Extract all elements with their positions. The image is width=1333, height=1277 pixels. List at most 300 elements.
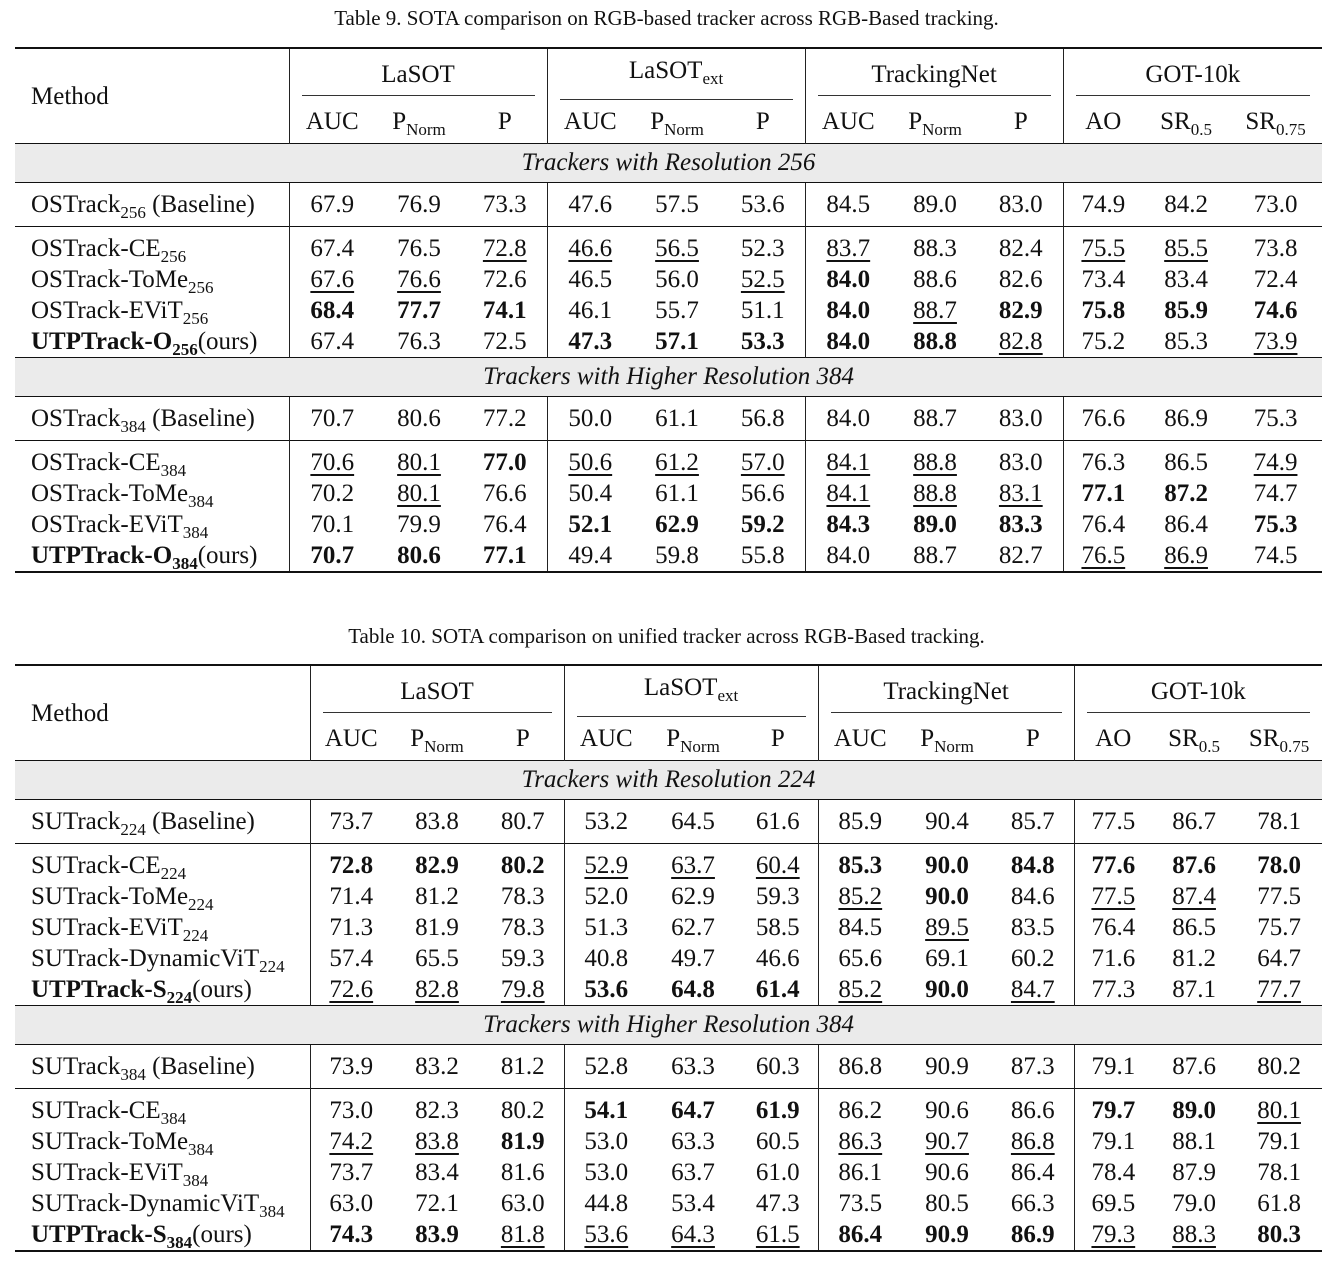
metric-cell: 53.6 — [584, 976, 629, 1003]
metric-cell: 73.7 — [329, 1159, 374, 1186]
metric-cell: 84.0 — [826, 266, 871, 293]
metric-cell: 86.4 — [818, 1219, 902, 1251]
metric-cell: 88.7 — [913, 297, 957, 324]
metric-cell: 86.1 — [838, 1159, 883, 1186]
metric-cell: 82.9 — [979, 295, 1063, 326]
metric-cell: 83.0 — [979, 447, 1063, 478]
metric-cell: 82.8 — [415, 976, 459, 1003]
column-header-metric: AO — [1085, 108, 1122, 135]
column-header-metric: $P_{Norm}$ — [666, 725, 720, 756]
column-header-metric: P — [721, 100, 805, 144]
metric-cell: 84.0 — [805, 540, 891, 572]
metric-cell: 90.0 — [925, 852, 969, 879]
baseline-row — [15, 806, 1322, 837]
table-row — [15, 881, 1322, 912]
metric-cell: 56.0 — [655, 266, 699, 293]
metric-cell: 77.3 — [1091, 976, 1136, 1003]
table-row — [15, 1219, 1322, 1251]
metric-cell: 75.5 — [1081, 235, 1126, 262]
section-header-row — [15, 358, 1322, 397]
metric-cell: 75.7 — [1257, 914, 1301, 941]
metric-cell: 80.5 — [925, 1190, 969, 1217]
table-row — [15, 850, 1322, 881]
metric-cell: 88.8 — [913, 449, 957, 476]
metric-cell: 84.0 — [826, 405, 871, 432]
metric-cell: 74.9 — [1253, 449, 1298, 476]
metric-cell: 56.8 — [721, 403, 805, 434]
metric-cell: 86.8 — [838, 1053, 883, 1080]
column-header-metric: $SR_{0.75}$ — [1248, 725, 1310, 756]
metric-cell: 83.5 — [992, 912, 1074, 943]
metric-cell: 61.4 — [738, 974, 818, 1006]
table-row — [15, 1188, 1322, 1219]
baseline-row — [15, 1051, 1322, 1082]
metric-cell: 68.4 — [310, 297, 355, 324]
metric-cell: 81.9 — [482, 1126, 564, 1157]
metric-cell: 86.9 — [1164, 405, 1208, 432]
metric-cell: 81.2 — [1172, 945, 1216, 972]
table-body — [15, 665, 1322, 1251]
metric-cell: 81.2 — [482, 1051, 564, 1082]
metric-cell: 83.4 — [415, 1159, 459, 1186]
column-header-metric: P — [979, 100, 1063, 144]
table-row — [15, 295, 1322, 326]
metric-cell: 78.3 — [482, 881, 564, 912]
metric-cell: 50.0 — [568, 405, 613, 432]
metric-cell: 80.2 — [482, 1095, 564, 1126]
metric-cell: 46.5 — [568, 266, 613, 293]
metric-cell: 76.6 — [397, 266, 441, 293]
metric-cell: 85.2 — [838, 883, 883, 910]
method-name: OSTrack-$CE_{384}$ — [15, 447, 289, 478]
table-10 — [15, 664, 1322, 1252]
metric-cell: 53.0 — [584, 1128, 629, 1155]
method-name: SUTrack-DynamicViT$_{224}$ — [15, 943, 310, 974]
method-name: OSTrack-ToMe$_{256}$ — [15, 264, 289, 295]
metric-cell: 83.0 — [979, 189, 1063, 220]
metric-cell: 63.7 — [671, 1159, 715, 1186]
metric-cell: 79.1 — [1257, 1128, 1301, 1155]
column-group-header: LaSOT$_{ext}$ — [547, 48, 805, 100]
table-row — [15, 1095, 1322, 1126]
table-row — [15, 264, 1322, 295]
metric-cell: 80.7 — [482, 806, 564, 837]
section-title: Trackers with Higher Resolution 384 — [15, 1006, 1322, 1045]
method-name: OSTrack$_{384}$ (Baseline) — [15, 403, 289, 434]
metric-cell: 81.2 — [415, 883, 459, 910]
metric-cell: 73.4 — [1081, 266, 1126, 293]
metric-cell: 67.9 — [310, 191, 355, 218]
metric-cell: 52.9 — [584, 852, 629, 879]
metric-cell: 65.6 — [838, 945, 883, 972]
metric-cell: 58.5 — [738, 912, 818, 943]
metric-cell: 74.2 — [329, 1128, 374, 1155]
metric-cell: 61.9 — [738, 1095, 818, 1126]
metric-cell: 86.5 — [1172, 914, 1216, 941]
metric-cell: 70.7 — [289, 540, 375, 572]
metric-cell: 90.4 — [925, 808, 969, 835]
metric-cell: 79.9 — [397, 511, 441, 538]
metric-cell: 81.9 — [415, 914, 459, 941]
metric-cell: 72.6 — [329, 976, 374, 1003]
metric-cell: 76.4 — [1091, 914, 1136, 941]
metric-cell: 60.2 — [992, 943, 1074, 974]
metric-cell: 73.3 — [463, 189, 547, 220]
metric-cell: 52.0 — [584, 883, 629, 910]
metric-cell: 63.7 — [671, 852, 715, 879]
metric-cell: 75.3 — [1253, 405, 1298, 432]
table-row — [15, 478, 1322, 509]
metric-cell: 71.6 — [1091, 945, 1136, 972]
metric-cell: 67.6 — [310, 266, 355, 293]
column-header-metric: $P_{Norm}$ — [908, 108, 962, 139]
metric-cell: 86.3 — [838, 1128, 883, 1155]
metric-cell: 55.7 — [655, 297, 699, 324]
metric-cell: 87.6 — [1172, 852, 1216, 879]
metric-cell: 84.3 — [826, 511, 871, 538]
metric-cell: 88.1 — [1172, 1128, 1216, 1155]
metric-cell: 88.8 — [913, 328, 957, 355]
metric-cell: 56.5 — [655, 235, 699, 262]
metric-cell: 85.9 — [838, 808, 883, 835]
table-row — [15, 1126, 1322, 1157]
metric-cell: 67.4 — [310, 235, 355, 262]
metric-cell: 86.2 — [838, 1097, 883, 1124]
section-header-row — [15, 761, 1322, 800]
metric-cell: 73.7 — [329, 808, 374, 835]
method-name: SUTrack-DynamicViT$_{384}$ — [15, 1188, 310, 1219]
metric-cell: 84.5 — [838, 914, 883, 941]
metric-cell: 83.4 — [1164, 266, 1208, 293]
column-group-header: TrackingNet — [818, 665, 1074, 717]
column-header-metric: $P_{Norm}$ — [410, 725, 464, 756]
metric-cell: 87.1 — [1172, 976, 1216, 1003]
metric-cell: 86.5 — [1164, 449, 1208, 476]
metric-cell: 72.5 — [463, 326, 547, 358]
metric-cell: 77.5 — [1091, 808, 1136, 835]
method-name: SUTrack-$CE_{384}$ — [15, 1095, 310, 1126]
metric-cell: 53.3 — [721, 326, 805, 358]
table-row — [15, 912, 1322, 943]
method-name: SUTrack-EViT$_{384}$ — [15, 1157, 310, 1188]
metric-cell: 52.5 — [721, 264, 805, 295]
metric-cell: 87.6 — [1172, 1053, 1216, 1080]
table-row — [15, 326, 1322, 358]
metric-cell: 72.8 — [463, 233, 547, 264]
metric-cell: 52.8 — [584, 1053, 629, 1080]
table-row — [15, 943, 1322, 974]
metric-cell: 61.1 — [655, 405, 699, 432]
metric-cell: 87.2 — [1164, 480, 1208, 507]
metric-cell: 59.3 — [482, 943, 564, 974]
column-header-metric: $SR_{0.5}$ — [1168, 725, 1220, 756]
metric-cell: 61.0 — [738, 1157, 818, 1188]
metric-cell: 59.3 — [738, 881, 818, 912]
metric-cell: 76.6 — [1081, 405, 1126, 432]
metric-cell: 46.6 — [568, 235, 613, 262]
metric-cell: 83.8 — [415, 1128, 459, 1155]
metric-cell: 76.5 — [397, 235, 441, 262]
metric-cell: 53.4 — [671, 1190, 715, 1217]
metric-cell: 74.9 — [1081, 191, 1126, 218]
metric-cell: 88.6 — [913, 266, 957, 293]
metric-cell: 73.9 — [1253, 328, 1298, 355]
metric-cell: 64.5 — [671, 808, 715, 835]
metric-cell: 88.3 — [913, 235, 957, 262]
metric-cell: 53.6 — [721, 189, 805, 220]
metric-cell: 80.1 — [397, 480, 441, 507]
metric-cell: 88.7 — [913, 405, 957, 432]
metric-cell: 77.7 — [1257, 976, 1301, 1003]
metric-cell: 80.2 — [1257, 1053, 1301, 1080]
metric-cell: 51.3 — [584, 914, 629, 941]
metric-cell: 77.0 — [463, 447, 547, 478]
metric-cell: 84.2 — [1164, 191, 1208, 218]
metric-cell: 82.4 — [979, 233, 1063, 264]
column-header-metric: $P_{Norm}$ — [920, 725, 974, 756]
header-row-groups — [15, 48, 1322, 100]
metric-cell: 83.1 — [979, 478, 1063, 509]
column-group-header: GOT-10k — [1074, 665, 1322, 717]
metric-cell: 63.0 — [482, 1188, 564, 1219]
metric-cell: 79.1 — [1091, 1053, 1136, 1080]
metric-cell: 84.0 — [826, 297, 871, 324]
metric-cell: 81.6 — [482, 1157, 564, 1188]
column-header-metric: AUC — [324, 725, 378, 752]
metric-cell: 84.7 — [992, 974, 1074, 1006]
column-header-method: Method — [15, 665, 310, 761]
metric-cell: 63.3 — [671, 1053, 715, 1080]
metric-cell: 62.9 — [655, 511, 699, 538]
metric-cell: 75.2 — [1081, 328, 1126, 355]
metric-cell: 72.1 — [415, 1190, 459, 1217]
metric-cell: 73.5 — [838, 1190, 883, 1217]
metric-cell: 52.1 — [568, 511, 613, 538]
metric-cell: 67.4 — [310, 328, 355, 355]
table-row — [15, 540, 1322, 572]
metric-cell: 79.7 — [1091, 1097, 1136, 1124]
metric-cell: 78.1 — [1257, 1159, 1301, 1186]
header-row-groups — [15, 665, 1322, 717]
metric-cell: 77.2 — [463, 403, 547, 434]
method-name: OSTrack-$CE_{256}$ — [15, 233, 289, 264]
method-name: OSTrack$_{256}$ (Baseline) — [15, 189, 289, 220]
metric-cell: 47.6 — [568, 191, 613, 218]
metric-cell: 74.1 — [463, 295, 547, 326]
method-name: OSTrack-EViT$_{384}$ — [15, 509, 289, 540]
method-name: SUTrack-$CE_{224}$ — [15, 850, 310, 881]
metric-cell: 83.9 — [392, 1219, 482, 1251]
section-header-row — [15, 1006, 1322, 1045]
metric-cell: 73.9 — [329, 1053, 374, 1080]
metric-cell: 59.2 — [721, 509, 805, 540]
metric-cell: 49.7 — [671, 945, 715, 972]
metric-cell: 87.4 — [1172, 883, 1216, 910]
metric-cell: 86.9 — [1143, 540, 1229, 572]
metric-cell: 81.8 — [482, 1219, 564, 1251]
metric-cell: 80.1 — [397, 449, 441, 476]
metric-cell: 85.3 — [1164, 328, 1208, 355]
column-group-header: LaSOT — [310, 665, 564, 717]
metric-cell: 85.5 — [1164, 235, 1208, 262]
column-group-header: LaSOT — [289, 48, 547, 100]
metric-cell: 47.3 — [738, 1188, 818, 1219]
metric-cell: 79.8 — [482, 974, 564, 1006]
caption-table-10: Table 10. SOTA comparison on unified tracker across RGB-Based tracking. — [348, 624, 985, 648]
metric-cell: 40.8 — [584, 945, 629, 972]
metric-cell: 82.3 — [415, 1097, 459, 1124]
metric-cell: 57.4 — [329, 945, 374, 972]
metric-cell: 53.0 — [584, 1159, 629, 1186]
metric-cell: 74.6 — [1253, 297, 1298, 324]
metric-cell: 75.3 — [1253, 511, 1298, 538]
metric-cell: 86.6 — [992, 1095, 1074, 1126]
section-title: Trackers with Resolution 224 — [15, 761, 1322, 800]
metric-cell: 86.4 — [1164, 511, 1208, 538]
metric-cell: 46.1 — [568, 297, 613, 324]
metric-cell: 59.8 — [633, 540, 721, 572]
metric-cell: 61.8 — [1257, 1190, 1301, 1217]
metric-cell: 73.0 — [329, 1097, 374, 1124]
method-name: UTPTrack-$O_{256}(ours)$ — [15, 326, 289, 358]
metric-cell: 70.6 — [310, 449, 355, 476]
metric-cell: 44.8 — [584, 1190, 629, 1217]
column-header-method: Method — [15, 48, 289, 144]
metric-cell: 89.0 — [913, 511, 957, 538]
metric-cell: 90.9 — [902, 1219, 992, 1251]
metric-cell: 62.9 — [671, 883, 715, 910]
metric-cell: 80.2 — [482, 850, 564, 881]
metric-cell: 65.5 — [415, 945, 459, 972]
method-name: UTPTrack-$O_{384}(ours)$ — [15, 540, 289, 572]
metric-cell: 80.1 — [1257, 1097, 1301, 1124]
metric-cell: 80.6 — [375, 540, 463, 572]
table-row — [15, 1157, 1322, 1188]
metric-cell: 73.8 — [1253, 235, 1298, 262]
method-name: SUTrack-ToMe$_{224}$ — [15, 881, 310, 912]
metric-cell: 78.0 — [1257, 852, 1301, 879]
metric-cell: 88.3 — [1152, 1219, 1236, 1251]
metric-cell: 82.8 — [979, 326, 1063, 358]
metric-cell: 47.3 — [568, 328, 613, 355]
metric-cell: 78.3 — [482, 912, 564, 943]
metric-cell: 86.9 — [992, 1219, 1074, 1251]
metric-cell: 61.1 — [655, 480, 699, 507]
metric-cell: 57.5 — [655, 191, 699, 218]
metric-cell: 85.2 — [838, 976, 883, 1003]
metric-cell: 76.9 — [397, 191, 441, 218]
baseline-row — [15, 403, 1322, 434]
metric-cell: 90.0 — [925, 976, 969, 1003]
metric-cell: 73.0 — [1253, 191, 1298, 218]
metric-cell: 76.4 — [1081, 511, 1126, 538]
method-name: SUTrack-ToMe$_{384}$ — [15, 1126, 310, 1157]
metric-cell: 66.3 — [992, 1188, 1074, 1219]
metric-cell: 52.3 — [721, 233, 805, 264]
column-header-metric: $P_{Norm}$ — [392, 108, 446, 139]
metric-cell: 53.6 — [564, 1219, 648, 1251]
metric-cell: 84.8 — [992, 850, 1074, 881]
metric-cell: 86.4 — [992, 1157, 1074, 1188]
metric-cell: 84.0 — [826, 328, 871, 355]
section-header-row — [15, 144, 1322, 183]
metric-cell: 76.6 — [463, 478, 547, 509]
column-header-metric: AUC — [579, 725, 633, 752]
metric-cell: 57.1 — [655, 328, 699, 355]
metric-cell: 83.8 — [415, 808, 459, 835]
column-group-header: GOT-10k — [1063, 48, 1322, 100]
metric-cell: 53.2 — [584, 808, 629, 835]
column-header-metric: AUC — [821, 108, 875, 135]
metric-cell: 64.8 — [671, 976, 715, 1003]
metric-cell: 90.9 — [925, 1053, 969, 1080]
metric-cell: 64.3 — [648, 1219, 738, 1251]
metric-cell: 61.6 — [738, 806, 818, 837]
method-name: OSTrack-ToMe$_{384}$ — [15, 478, 289, 509]
metric-cell: 84.6 — [992, 881, 1074, 912]
metric-cell: 83.2 — [415, 1053, 459, 1080]
column-group-header: LaSOT$_{ext}$ — [564, 665, 818, 717]
metric-cell: 89.0 — [1172, 1097, 1216, 1124]
metric-cell: 84.5 — [826, 191, 871, 218]
metric-cell: 75.8 — [1081, 297, 1126, 324]
metric-cell: 87.9 — [1172, 1159, 1216, 1186]
metric-cell: 78.4 — [1091, 1159, 1136, 1186]
metric-cell: 69.1 — [925, 945, 969, 972]
metric-cell: 83.3 — [979, 509, 1063, 540]
section-title: Trackers with Higher Resolution 384 — [15, 358, 1322, 397]
metric-cell: 77.6 — [1091, 852, 1136, 879]
metric-cell: 85.3 — [838, 852, 883, 879]
metric-cell: 77.5 — [1091, 883, 1136, 910]
metric-cell: 79.0 — [1172, 1190, 1216, 1217]
metric-cell: 60.3 — [738, 1051, 818, 1082]
metric-cell: 79.3 — [1074, 1219, 1152, 1251]
metric-cell: 80.6 — [397, 405, 441, 432]
metric-cell: 64.7 — [671, 1097, 715, 1124]
metric-cell: 77.1 — [1081, 480, 1126, 507]
metric-cell: 90.6 — [925, 1159, 969, 1186]
caption-table-9: Table 9. SOTA comparison on RGB-based tracker across RGB-Based tracking. — [334, 6, 999, 30]
metric-cell: 50.6 — [568, 449, 613, 476]
metric-cell: 88.8 — [913, 480, 957, 507]
metric-cell: 90.6 — [925, 1097, 969, 1124]
metric-cell: 50.4 — [568, 480, 613, 507]
metric-cell: 55.8 — [721, 540, 805, 572]
metric-cell: 77.5 — [1257, 883, 1301, 910]
metric-cell: 83.7 — [826, 235, 871, 262]
table-row — [15, 447, 1322, 478]
metric-cell: 64.7 — [1257, 945, 1301, 972]
column-header-metric: P — [738, 717, 818, 761]
metric-cell: 90.0 — [925, 883, 969, 910]
metric-cell: 84.1 — [826, 449, 871, 476]
column-header-metric: $P_{Norm}$ — [650, 108, 704, 139]
column-header-metric: P — [463, 100, 547, 144]
metric-cell: 60.5 — [738, 1126, 818, 1157]
metric-cell: 77.7 — [397, 297, 441, 324]
metric-cell: 87.3 — [992, 1051, 1074, 1082]
metric-cell: 79.1 — [1091, 1128, 1136, 1155]
metric-cell: 74.7 — [1253, 480, 1298, 507]
metric-cell: 72.8 — [329, 852, 374, 879]
metric-cell: 56.6 — [721, 478, 805, 509]
metric-cell: 89.0 — [913, 191, 957, 218]
baseline-row — [15, 189, 1322, 220]
metric-cell: 85.9 — [1164, 297, 1208, 324]
column-header-metric: P — [482, 717, 564, 761]
metric-cell: 61.2 — [655, 449, 699, 476]
